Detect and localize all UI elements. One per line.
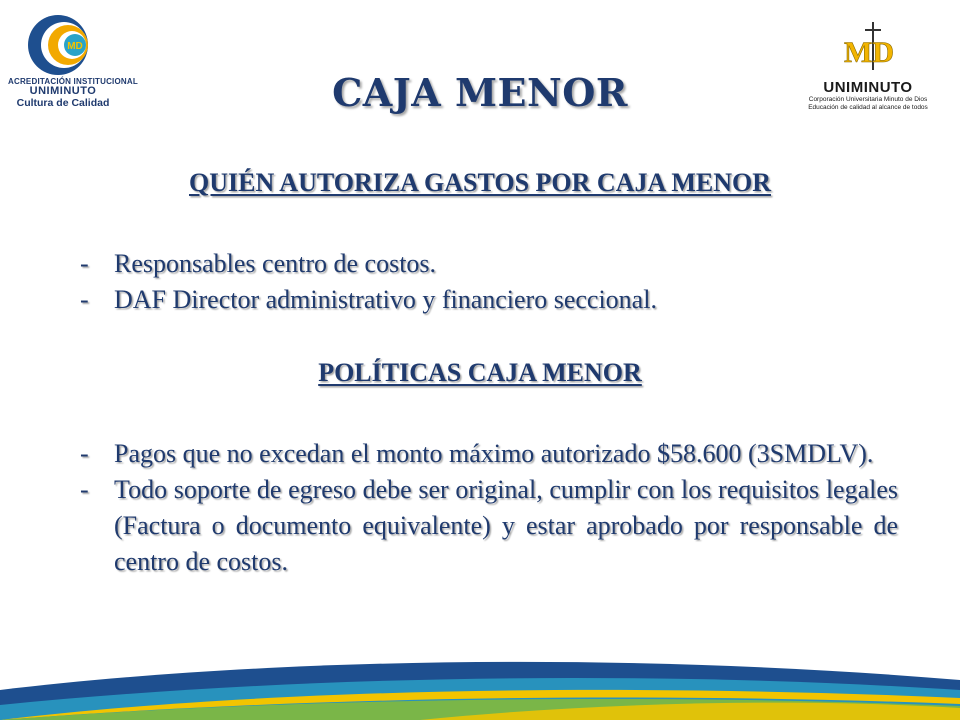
list-item-text: Todo soporte de egreso debe ser original, cumplir con los requisitos legales (Factura o documento equivalente) y estar aprobado por responsable de centro de costos.	[114, 475, 898, 576]
page-title: CAJA MENOR	[332, 70, 628, 115]
bullet-dash: -	[80, 249, 89, 278]
list-item-text: Responsables centro de costos.	[114, 249, 437, 278]
accreditation-line2: UNIMINUTO	[29, 85, 97, 98]
section-heading-policies: POLÍTICAS CAJA MENOR	[318, 358, 642, 387]
list-item	[80, 282, 898, 318]
accreditation-circles-icon	[8, 12, 118, 78]
bullet-dash: -	[80, 475, 89, 504]
decorative-wave	[0, 620, 960, 720]
accreditation-badge: MD	[67, 41, 83, 52]
list-item-text: DAF Director administrativo y financiero seccional.	[114, 285, 657, 314]
list-item	[80, 436, 898, 472]
list-item	[80, 246, 898, 282]
list-item	[80, 472, 898, 580]
uniminuto-line1: Corporación Universitaria Minuto de Dios	[808, 96, 928, 103]
authorization-list	[80, 246, 898, 318]
md-mark: MD	[844, 36, 894, 69]
policies-list	[80, 436, 898, 580]
bullet-dash: -	[80, 439, 89, 468]
accreditation-line1: ACREDITACIÓN INSTITUCIONAL	[8, 77, 138, 86]
uniminuto-name: UNIMINUTO	[823, 79, 913, 96]
uniminuto-line2: Educación de calidad al alcance de todos	[808, 103, 928, 111]
bullet-dash: -	[80, 285, 89, 314]
accreditation-line3: Cultura de Calidad	[16, 96, 110, 109]
section-heading-authorization: QUIÉN AUTORIZA GASTOS POR CAJA MENOR	[189, 168, 771, 197]
list-item-text: Pagos que no excedan el monto máximo autorizado $58.600 (3SMDLV).	[114, 439, 874, 468]
md-cross-icon	[833, 20, 903, 72]
